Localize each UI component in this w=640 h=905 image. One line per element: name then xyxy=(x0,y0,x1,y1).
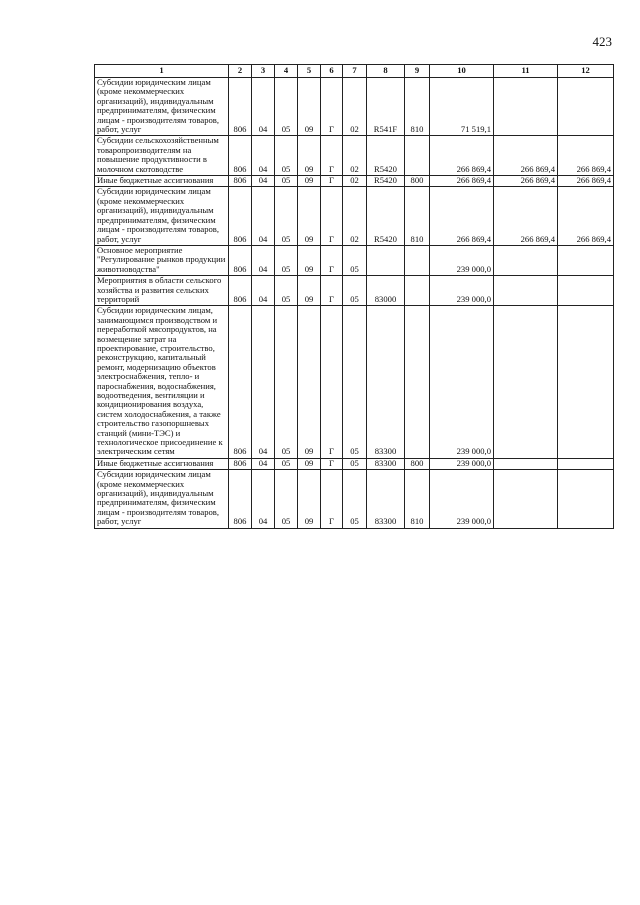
cell-expense-type: 810 xyxy=(405,78,430,136)
cell-amount-2: 266 869,4 xyxy=(494,187,558,245)
cell-amount-1: 239 000,0 xyxy=(430,458,494,469)
row-name: Иные бюджетные ассигнования xyxy=(95,176,229,187)
cell-program: 09 xyxy=(298,470,321,528)
cell-amount-1: 266 869,4 xyxy=(430,176,494,187)
cell-section: 04 xyxy=(252,306,275,459)
cell-subsection: 05 xyxy=(275,306,298,459)
cell-direction: 83300 xyxy=(367,470,405,528)
cell-expense-type xyxy=(405,306,430,459)
cell-ministry-code: 806 xyxy=(229,136,252,176)
cell-subsection: 05 xyxy=(275,187,298,245)
column-header: 1 xyxy=(95,65,229,78)
cell-amount-2 xyxy=(494,245,558,275)
cell-ministry-code: 806 xyxy=(229,458,252,469)
cell-amount-3: 266 869,4 xyxy=(558,187,614,245)
cell-activity: 02 xyxy=(343,136,367,176)
cell-amount-2 xyxy=(494,306,558,459)
table-row xyxy=(95,136,614,176)
row-name: Субсидии юридическим лицам, занимающимся производством и переработкой мясопродуктов, на возмещение затрат на проектирование, строительство, реконструкцию, капитальный ремонт, модернизацию объектов электроснабжения, тепло- и пароснабжения, водоснабжения, водоотведения, вентиляции и кондиционирования воздуха, систем холодоснабжения, а также строительство газопоршневых станций (мини-ТЭС) и технологическое присоединение к электрическим сетям xyxy=(95,306,229,459)
cell-section: 04 xyxy=(252,187,275,245)
column-header: 3 xyxy=(252,65,275,78)
column-header: 12 xyxy=(558,65,614,78)
cell-subprogram: Г xyxy=(321,176,343,187)
table-row xyxy=(95,306,614,459)
cell-program: 09 xyxy=(298,187,321,245)
cell-ministry-code: 806 xyxy=(229,470,252,528)
table-row xyxy=(95,78,614,136)
cell-amount-2: 266 869,4 xyxy=(494,136,558,176)
cell-program: 09 xyxy=(298,276,321,306)
cell-activity: 02 xyxy=(343,187,367,245)
row-name: Субсидии юридическим лицам (кроме некоммерческих организаций), индивидуальным предпринимателям, физическим лицам - производителям товаров, работ, услуг xyxy=(95,187,229,245)
cell-activity: 05 xyxy=(343,458,367,469)
cell-subprogram: Г xyxy=(321,470,343,528)
cell-ministry-code: 806 xyxy=(229,306,252,459)
cell-amount-1: 71 519,1 xyxy=(430,78,494,136)
cell-amount-3 xyxy=(558,458,614,469)
cell-amount-3 xyxy=(558,245,614,275)
table-row xyxy=(95,458,614,469)
cell-amount-3: 266 869,4 xyxy=(558,176,614,187)
cell-direction xyxy=(367,245,405,275)
cell-subprogram: Г xyxy=(321,458,343,469)
budget-table xyxy=(94,64,614,529)
cell-direction: R5420 xyxy=(367,176,405,187)
cell-ministry-code: 806 xyxy=(229,187,252,245)
cell-amount-3 xyxy=(558,276,614,306)
cell-program: 09 xyxy=(298,306,321,459)
cell-subsection: 05 xyxy=(275,136,298,176)
cell-section: 04 xyxy=(252,470,275,528)
column-header: 10 xyxy=(430,65,494,78)
cell-activity: 05 xyxy=(343,245,367,275)
cell-section: 04 xyxy=(252,176,275,187)
cell-activity: 05 xyxy=(343,470,367,528)
cell-section: 04 xyxy=(252,136,275,176)
row-name: Мероприятия в области сельского хозяйства и развития сельских территорий xyxy=(95,276,229,306)
cell-activity: 02 xyxy=(343,176,367,187)
cell-direction: R5420 xyxy=(367,136,405,176)
cell-expense-type: 800 xyxy=(405,458,430,469)
column-header: 9 xyxy=(405,65,430,78)
cell-amount-2 xyxy=(494,276,558,306)
cell-expense-type xyxy=(405,136,430,176)
cell-amount-2 xyxy=(494,78,558,136)
cell-program: 09 xyxy=(298,78,321,136)
column-header: 2 xyxy=(229,65,252,78)
cell-direction: 83300 xyxy=(367,458,405,469)
column-header: 7 xyxy=(343,65,367,78)
cell-expense-type: 800 xyxy=(405,176,430,187)
cell-amount-3 xyxy=(558,306,614,459)
row-name: Субсидии сельскохозяйственным товаропроизводителям на повышение продуктивности в молочном скотоводстве xyxy=(95,136,229,176)
table-row xyxy=(95,187,614,245)
cell-section: 04 xyxy=(252,276,275,306)
cell-section: 04 xyxy=(252,245,275,275)
cell-amount-3 xyxy=(558,470,614,528)
cell-program: 09 xyxy=(298,245,321,275)
cell-expense-type: 810 xyxy=(405,470,430,528)
cell-amount-2 xyxy=(494,458,558,469)
cell-program: 09 xyxy=(298,136,321,176)
row-name: Основное мероприятие "Регулирование рынков продукции животноводства" xyxy=(95,245,229,275)
cell-subprogram: Г xyxy=(321,136,343,176)
cell-subprogram: Г xyxy=(321,78,343,136)
cell-ministry-code: 806 xyxy=(229,245,252,275)
table-row xyxy=(95,276,614,306)
cell-amount-1: 266 869,4 xyxy=(430,187,494,245)
cell-direction: 83000 xyxy=(367,276,405,306)
cell-direction: R5420 xyxy=(367,187,405,245)
column-header: 4 xyxy=(275,65,298,78)
cell-subprogram: Г xyxy=(321,306,343,459)
column-header: 8 xyxy=(367,65,405,78)
cell-amount-1: 239 000,0 xyxy=(430,470,494,528)
cell-direction: R541F xyxy=(367,78,405,136)
cell-expense-type xyxy=(405,276,430,306)
cell-subsection: 05 xyxy=(275,276,298,306)
cell-ministry-code: 806 xyxy=(229,276,252,306)
cell-amount-1: 239 000,0 xyxy=(430,245,494,275)
cell-ministry-code: 806 xyxy=(229,78,252,136)
cell-subprogram: Г xyxy=(321,187,343,245)
cell-amount-1: 239 000,0 xyxy=(430,276,494,306)
cell-subsection: 05 xyxy=(275,78,298,136)
cell-activity: 05 xyxy=(343,276,367,306)
cell-amount-1: 266 869,4 xyxy=(430,136,494,176)
table-row xyxy=(95,245,614,275)
column-header: 5 xyxy=(298,65,321,78)
cell-subsection: 05 xyxy=(275,458,298,469)
cell-activity: 02 xyxy=(343,78,367,136)
column-header: 11 xyxy=(494,65,558,78)
table-row xyxy=(95,470,614,528)
cell-program: 09 xyxy=(298,176,321,187)
cell-expense-type xyxy=(405,245,430,275)
cell-subsection: 05 xyxy=(275,245,298,275)
cell-direction: 83300 xyxy=(367,306,405,459)
column-header: 6 xyxy=(321,65,343,78)
cell-amount-3: 266 869,4 xyxy=(558,136,614,176)
cell-subsection: 05 xyxy=(275,176,298,187)
row-name: Субсидии юридическим лицам (кроме некоммерческих организаций), индивидуальным предпринимателям, физическим лицам - производителям товаров, работ, услуг xyxy=(95,470,229,528)
cell-subsection: 05 xyxy=(275,470,298,528)
cell-subprogram: Г xyxy=(321,245,343,275)
cell-section: 04 xyxy=(252,78,275,136)
cell-amount-2: 266 869,4 xyxy=(494,176,558,187)
row-name: Иные бюджетные ассигнования xyxy=(95,458,229,469)
cell-subprogram: Г xyxy=(321,276,343,306)
cell-section: 04 xyxy=(252,458,275,469)
cell-amount-2 xyxy=(494,470,558,528)
cell-ministry-code: 806 xyxy=(229,176,252,187)
cell-activity: 05 xyxy=(343,306,367,459)
table-row xyxy=(95,176,614,187)
cell-amount-1: 239 000,0 xyxy=(430,306,494,459)
page-number: 423 xyxy=(592,34,612,49)
cell-program: 09 xyxy=(298,458,321,469)
cell-expense-type: 810 xyxy=(405,187,430,245)
row-name: Субсидии юридическим лицам (кроме некоммерческих организаций), индивидуальным предпринимателям, физическим лицам - производителям товаров, работ, услуг xyxy=(95,78,229,136)
cell-amount-3 xyxy=(558,78,614,136)
header-row xyxy=(95,65,614,78)
